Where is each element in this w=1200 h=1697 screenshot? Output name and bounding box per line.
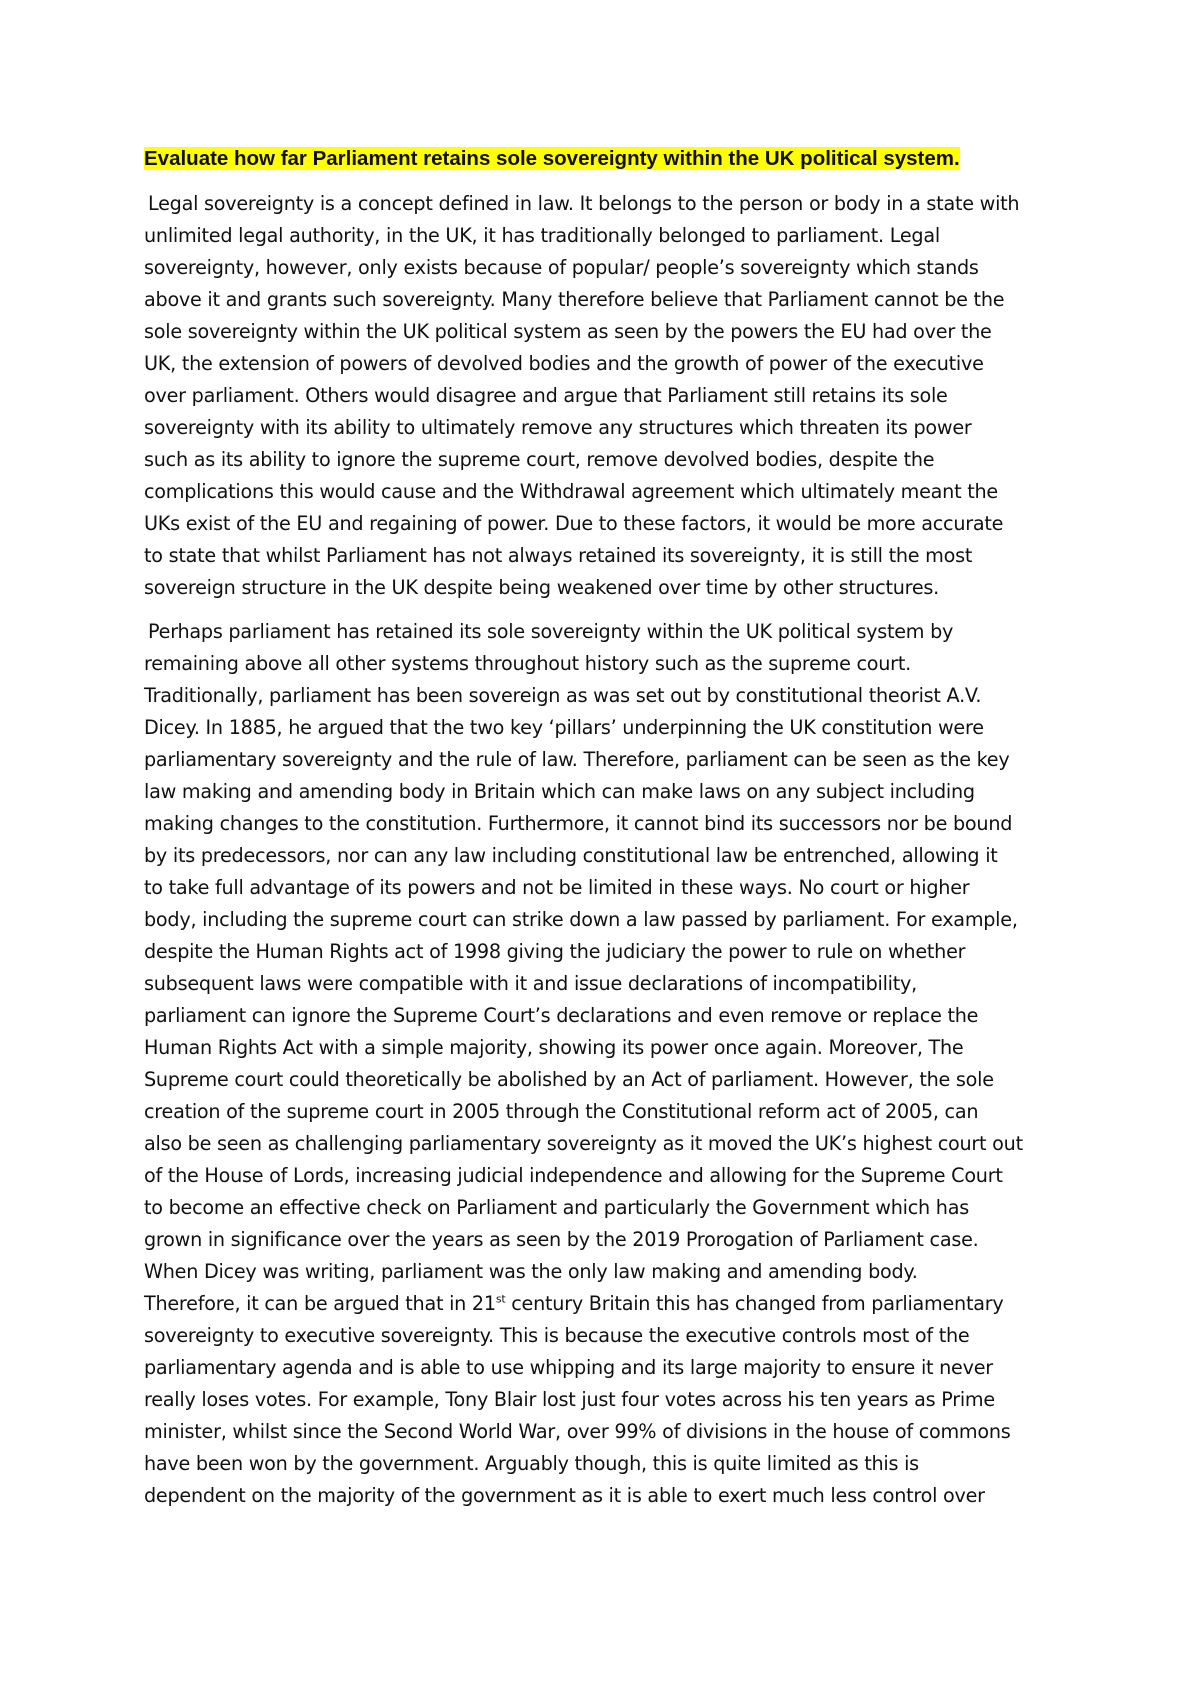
text-line: creation of the supreme court in 2005 through the Constitutional reform act of 2005, can bbox=[144, 1100, 979, 1123]
text-line: UK, the extension of powers of devolved bodies and the growth of power of the executive bbox=[144, 352, 984, 375]
text-line: When Dicey was writing, parliament was the only law making and amending body. bbox=[144, 1260, 918, 1283]
text-line: of the House of Lords, increasing judicial independence and allowing for the Supreme Court bbox=[144, 1164, 1003, 1187]
text-line: making changes to the constitution. Furthermore, it cannot bind its successors nor be bound bbox=[144, 812, 1013, 835]
title-highlight: Evaluate how far Parliament retains sole sovereignty within the UK political system. bbox=[144, 147, 960, 170]
paragraph-introduction bbox=[144, 188, 1064, 604]
text-line: grown in significance over the years as seen by the 2019 Prorogation of Parliament case. bbox=[144, 1228, 979, 1251]
text-line: have been won by the government. Arguably though, this is quite limited as this is bbox=[144, 1452, 919, 1475]
text-line: despite the Human Rights act of 1998 giving the judiciary the power to rule on whether bbox=[144, 940, 966, 963]
text-segment: Therefore, it can be argued that in 21 bbox=[144, 1292, 496, 1315]
text-line: over parliament. Others would disagree and argue that Parliament still retains its sole bbox=[144, 384, 948, 407]
text-line: above it and grants such sovereignty. Many therefore believe that Parliament cannot be the bbox=[144, 288, 1005, 311]
text-line: law making and amending body in Britain which can make laws on any subject including bbox=[144, 780, 975, 803]
text-line: sovereignty to executive sovereignty. This is because the executive controls most of the bbox=[144, 1324, 970, 1347]
text-line bbox=[144, 1288, 1064, 1320]
text-line: to take full advantage of its powers and not be limited in these ways. No court or higher bbox=[144, 876, 970, 899]
text-line: complications this would cause and the Withdrawal agreement which ultimately meant the bbox=[144, 480, 998, 503]
text-line: dependent on the majority of the government as it is able to exert much less control over bbox=[144, 1484, 985, 1507]
text-line: minister, whilst since the Second World War, over 99% of divisions in the house of commons bbox=[144, 1420, 1011, 1443]
text-line: to become an effective check on Parliament and particularly the Government which has bbox=[144, 1196, 969, 1219]
text-line: Perhaps parliament has retained its sole sovereignty within the UK political system by bbox=[148, 620, 954, 643]
document-body bbox=[144, 144, 1064, 1512]
ordinal-superscript: st bbox=[495, 1292, 506, 1306]
text-line: UKs exist of the EU and regaining of power. Due to these factors, it would be more accurate bbox=[144, 512, 1004, 535]
text-line: sovereignty, however, only exists because of popular/ people’s sovereignty which stands bbox=[144, 256, 979, 279]
text-line: by its predecessors, nor can any law including constitutional law be entrenched, allowing it bbox=[144, 844, 998, 867]
text-line: to state that whilst Parliament has not always retained its sovereignty, it is still the most bbox=[144, 544, 973, 567]
text-line: sovereignty with its ability to ultimately remove any structures which threaten its power bbox=[144, 416, 972, 439]
text-line: also be seen as challenging parliamentary sovereignty as it moved the UK’s highest court out bbox=[144, 1132, 1023, 1155]
text-line: really loses votes. For example, Tony Blair lost just four votes across his ten years as Prime bbox=[144, 1388, 995, 1411]
text-line: parliament can ignore the Supreme Court’s declarations and even remove or replace the bbox=[144, 1004, 979, 1027]
text-line: body, including the supreme court can strike down a law passed by parliament. For example, bbox=[144, 908, 1018, 931]
text-line: parliamentary sovereignty and the rule of law. Therefore, parliament can be seen as the key bbox=[144, 748, 1010, 771]
paragraph-body bbox=[144, 616, 1064, 1512]
text-line: Human Rights Act with a simple majority, showing its power once again. Moreover, The bbox=[144, 1036, 964, 1059]
text-line: unlimited legal authority, in the UK, it has traditionally belonged to parliament. Legal bbox=[144, 224, 940, 247]
essay-title bbox=[144, 144, 1064, 174]
text-line: sole sovereignty within the UK political system as seen by the powers the EU had over the bbox=[144, 320, 992, 343]
text-line: Legal sovereignty is a concept defined in law. It belongs to the person or body in a state with bbox=[148, 192, 1020, 215]
text-line: subsequent laws were compatible with it and issue declarations of incompatibility, bbox=[144, 972, 917, 995]
text-line: Supreme court could theoretically be abolished by an Act of parliament. However, the sole bbox=[144, 1068, 994, 1091]
text-segment: century Britain this has changed from parliamentary bbox=[505, 1292, 1004, 1315]
text-line: sovereign structure in the UK despite being weakened over time by other structures. bbox=[144, 576, 940, 599]
text-line: Dicey. In 1885, he argued that the two key ‘pillars’ underpinning the UK constitution were bbox=[144, 716, 984, 739]
text-line: such as its ability to ignore the supreme court, remove devolved bodies, despite the bbox=[144, 448, 935, 471]
text-line: Traditionally, parliament has been sovereign as was set out by constitutional theorist A.V. bbox=[144, 684, 982, 707]
text-line: remaining above all other systems throughout history such as the supreme court. bbox=[144, 652, 911, 675]
text-line: parliamentary agenda and is able to use whipping and its large majority to ensure it never bbox=[144, 1356, 993, 1379]
